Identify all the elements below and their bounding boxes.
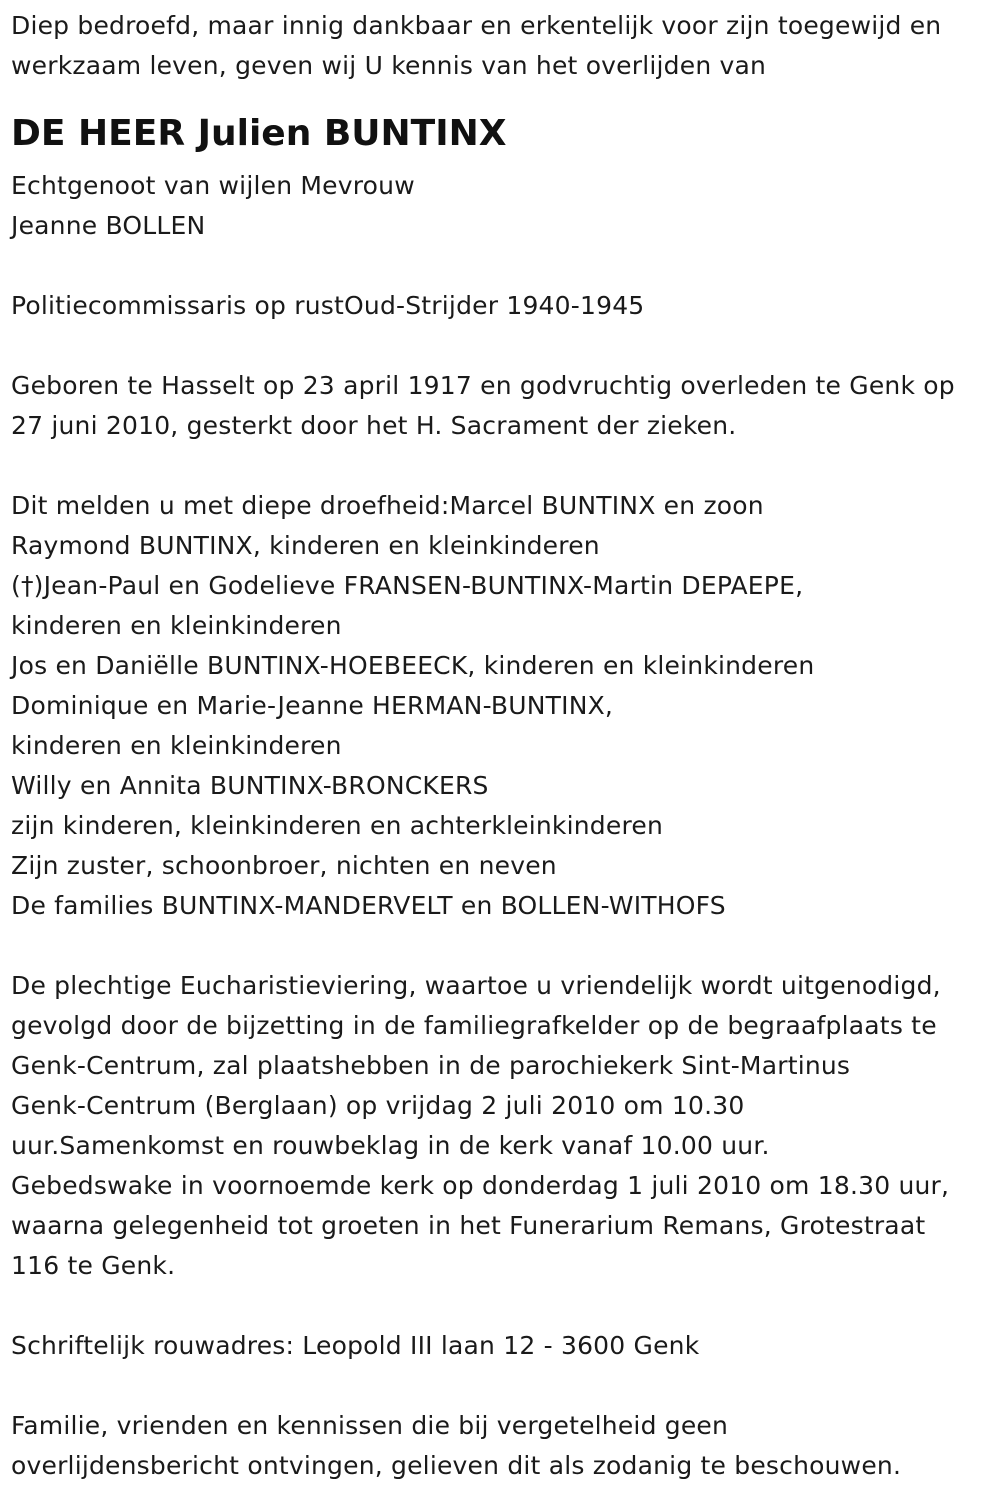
spouse-block	[11, 166, 996, 246]
family-list	[11, 486, 996, 926]
intro-line: Diep bedroefd, maar innig dankbaar en erkentelijk voor zijn toegewijd en	[11, 11, 942, 40]
family-line: Dominique en Marie-Jeanne HERMAN-BUNTINX,	[11, 691, 614, 720]
intro-paragraph	[11, 6, 996, 86]
family-line: Willy en Annita BUNTINX-BRONCKERS	[11, 771, 489, 800]
ceremony-paragraph	[11, 966, 996, 1286]
family-line: Jos en Daniëlle BUNTINX-HOEBEECK, kinderen en kleinkinderen	[11, 651, 815, 680]
ceremony-line: 116 te Genk.	[11, 1251, 176, 1280]
family-line: Dit melden u met diepe droefheid:Marcel BUNTINX en zoon	[11, 491, 764, 520]
birth-death-line: 27 juni 2010, gesterkt door het H. Sacrament der zieken.	[11, 411, 737, 440]
family-line: Zijn zuster, schoonbroer, nichten en neven	[11, 851, 557, 880]
family-line: kinderen en kleinkinderen	[11, 731, 342, 760]
birth-death-paragraph	[11, 366, 996, 446]
closing-line: overlijdensbericht ontvingen, gelieven dit als zodanig te beschouwen.	[11, 1451, 902, 1480]
ceremony-line: Genk-Centrum, zal plaatshebben in de parochiekerk Sint-Martinus	[11, 1051, 851, 1080]
mourning-address: Schriftelijk rouwadres: Leopold III laan 12 - 3600 Genk	[11, 1331, 700, 1360]
family-line: De families BUNTINX-MANDERVELT en BOLLEN-WITHOFS	[11, 891, 726, 920]
occupation-line: Politiecommissaris op rustOud-Strijder 1940-1945	[11, 291, 645, 320]
family-line: kinderen en kleinkinderen	[11, 611, 342, 640]
spacer	[11, 1366, 996, 1406]
obituary-notice	[11, 6, 996, 1486]
spacer	[11, 326, 996, 366]
ceremony-line: De plechtige Eucharistieviering, waartoe u vriendelijk wordt uitgenodigd,	[11, 971, 941, 1000]
spacer	[11, 246, 996, 286]
spacer	[11, 1286, 996, 1326]
spacer	[11, 926, 996, 966]
ceremony-line: Gebedswake in voornoemde kerk op donderdag 1 juli 2010 om 18.30 uur,	[11, 1171, 950, 1200]
closing-line: Familie, vrienden en kennissen die bij vergetelheid geen	[11, 1411, 729, 1440]
ceremony-line: waarna gelegenheid tot groeten in het Funerarium Remans, Grotestraat	[11, 1211, 926, 1240]
family-line: (†)Jean-Paul en Godelieve FRANSEN-BUNTINX-Martin DEPAEPE,	[11, 571, 804, 600]
ceremony-line: uur.Samenkomst en rouwbeklag in de kerk vanaf 10.00 uur.	[11, 1131, 770, 1160]
family-line: zijn kinderen, kleinkinderen en achterkleinkinderen	[11, 811, 663, 840]
ceremony-line: gevolgd door de bijzetting in de familiegrafkelder op de begraafplaats te	[11, 1011, 937, 1040]
family-line: Raymond BUNTINX, kinderen en kleinkinderen	[11, 531, 600, 560]
intro-line: werkzaam leven, geven wij U kennis van het overlijden van	[11, 51, 767, 80]
deceased-name: DE HEER Julien BUNTINX	[11, 113, 507, 154]
closing-paragraph	[11, 1406, 996, 1486]
birth-death-line: Geboren te Hasselt op 23 april 1917 en godvruchtig overleden te Genk op	[11, 371, 955, 400]
spouse-name: Jeanne BOLLEN	[11, 211, 206, 240]
spouse-line: Echtgenoot van wijlen Mevrouw	[11, 171, 415, 200]
ceremony-line: Genk-Centrum (Berglaan) op vrijdag 2 juli 2010 om 10.30	[11, 1091, 745, 1120]
spacer	[11, 446, 996, 486]
